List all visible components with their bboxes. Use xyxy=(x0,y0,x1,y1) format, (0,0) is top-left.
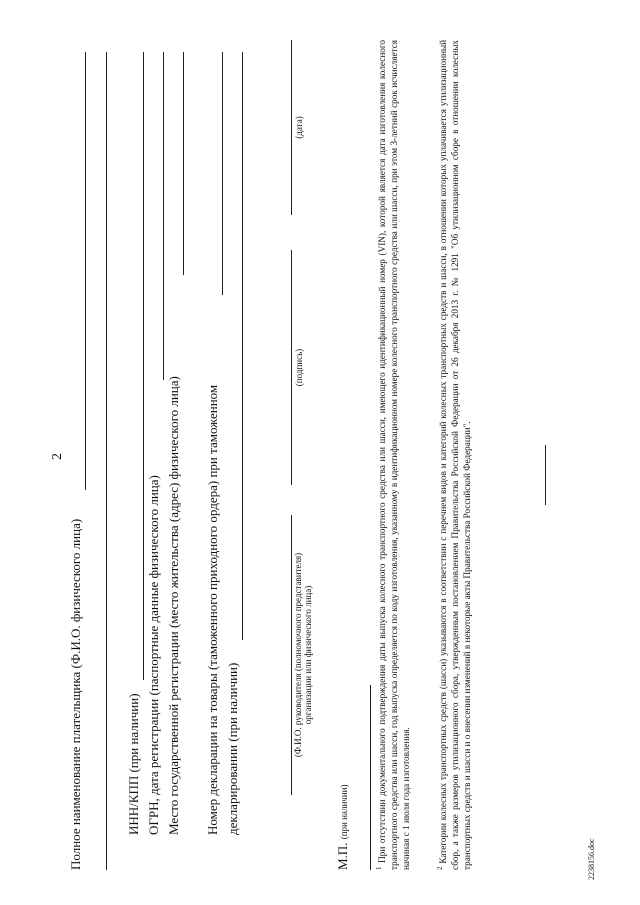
ogrn-fill-line[interactable] xyxy=(163,52,164,380)
signatory-name-caption xyxy=(293,515,314,795)
signatory-name-line[interactable] xyxy=(291,515,292,795)
footnote-separator xyxy=(370,685,371,870)
mp-label: М.П. xyxy=(335,842,350,870)
declaration-fill-line1[interactable] xyxy=(222,52,223,295)
inn-kpp-fill-line[interactable] xyxy=(143,52,144,680)
signature-line[interactable] xyxy=(291,250,292,485)
full-name-label: Полное наименование плательщика (Ф.И.О. физического лица) xyxy=(68,518,83,870)
date-caption: (дата) xyxy=(294,116,304,139)
date-line[interactable] xyxy=(291,40,292,215)
footnote-1-mark: 1 xyxy=(375,866,383,870)
declaration-fill-line2[interactable] xyxy=(242,52,243,640)
declaration-label-line1: Номер декларации на товары (таможенного приходного ордера) при таможенном xyxy=(205,384,220,835)
footnote-2-text: Категории колесных транспортных средств (шасси) указываются в соответствии с перечнем видов и категорий колесных транспортных средств и шасси, в отношении которых уплачивается утилизационный сбор, а также размеров утилизационного сбора, утвержденным постановлением Правительства Российской Федерации от 26 декабря 2013 г. № 1291 "Об утилизационном сборе в отношении колесных транспортных средств и шасси и о внесении изменений в некоторые акты Правительства Российской Федерации". xyxy=(438,40,473,870)
footnote-2 xyxy=(434,40,473,870)
full-name-fill-line[interactable] xyxy=(85,52,86,490)
mp-note: (при наличии) xyxy=(339,784,349,840)
footnote-1 xyxy=(373,40,412,870)
declaration-label-line2: декларировании (при наличии) xyxy=(225,662,240,835)
stamp-place-label xyxy=(335,785,351,870)
full-name-second-line[interactable] xyxy=(106,52,107,870)
inn-kpp-label: ИНН/КПП (при наличии) xyxy=(126,693,141,835)
document-id: 2238156.doc xyxy=(587,838,596,880)
signature-caption: (подпись) xyxy=(294,348,304,387)
page-number: 2 xyxy=(50,453,65,460)
footnote-1-text: При отсутствии документального подтверждения даты выпуска колесного транспортного средства или шасси, имеющего идентификационный номер (VIN), которой является дата изготовления колесного транспортного средства или шасси, год выпуска определяется по коду изготовления, указанному в идентификационном номере колесного транспортного средства или шасси, при этом 3-летний срок исчисляется начиная с 1 июля года изготовления. xyxy=(377,39,412,870)
footnote-2-mark: 2 xyxy=(436,866,444,870)
short-separator xyxy=(545,445,546,505)
signatory-caption-line2: организации или физического лица) xyxy=(303,585,314,725)
ogrn-label: ОГРН, дата регистрации (паспортные данные физического лица) xyxy=(146,475,161,835)
signatory-caption-line1: (Ф.И.О. руководителя (полномочного представителя) xyxy=(293,552,303,758)
location-fill-line[interactable] xyxy=(183,52,184,275)
location-label: Место государственной регистрации (место жительства (адрес) физического лица) xyxy=(166,376,181,835)
rotated-content xyxy=(40,20,600,880)
